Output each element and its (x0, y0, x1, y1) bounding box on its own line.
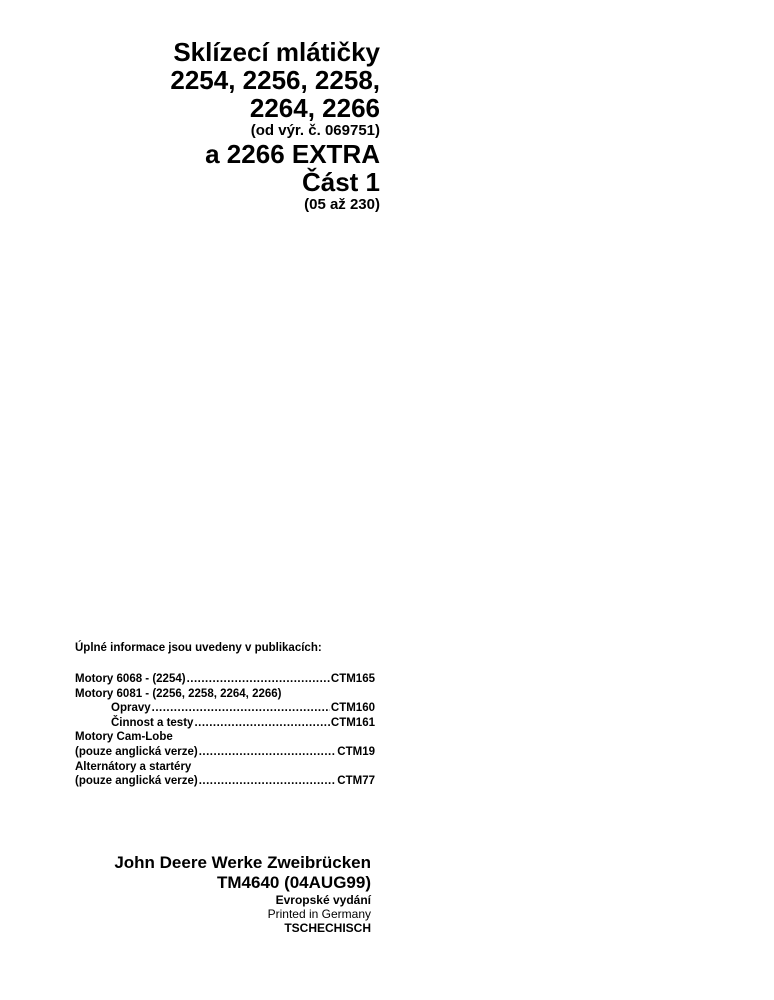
section-range: (05 až 230) (304, 196, 380, 213)
dot-leader (194, 716, 329, 731)
reference-code: CTM160 (330, 702, 375, 715)
language-label: TSCHECHISCH (284, 921, 371, 935)
reference-code: CTM19 (337, 745, 375, 758)
reference-item (75, 730, 375, 745)
manual-number: TM4640 (04AUG99) (216, 873, 371, 892)
reference-item (75, 716, 375, 731)
title-block (60, 38, 380, 214)
publication-references (75, 642, 375, 789)
reference-label: Motory 6081 - (2256, 2258, 2264, 2266) (75, 687, 282, 700)
model-list-line-2: 2264, 2266 (249, 93, 380, 123)
dot-leader (187, 672, 330, 687)
reference-item (75, 760, 375, 775)
reference-item (75, 745, 375, 760)
dot-leader (199, 774, 337, 789)
reference-item (75, 774, 375, 789)
document-title: Sklízecí mlátičky (173, 37, 380, 67)
model-list-line-1: 2254, 2256, 2258, (170, 65, 380, 95)
reference-code: CTM161 (330, 716, 375, 729)
reference-label: Motory 6068 - (2254) (75, 673, 186, 685)
printed-in-label: Printed in Germany (267, 907, 371, 921)
model-extra: a 2266 EXTRA (205, 139, 380, 169)
reference-item (75, 687, 375, 702)
reference-item (75, 701, 375, 716)
part-label: Část 1 (301, 167, 380, 197)
reference-label: Motory Cam-Lobe (75, 731, 173, 744)
references-heading: Úplné informace jsou uvedeny v publikacích: (75, 642, 322, 654)
reference-label: Opravy (111, 702, 151, 715)
reference-code: CTM77 (337, 775, 375, 788)
reference-label: (pouze anglická verze) (75, 745, 198, 758)
dot-leader (152, 701, 330, 716)
reference-item (75, 672, 375, 687)
reference-label: (pouze anglická verze) (75, 775, 198, 788)
company-name: John Deere Werke Zweibrücken (114, 853, 371, 872)
reference-label: Alternátory a startéry (75, 760, 192, 773)
publisher-block (60, 853, 371, 935)
serial-number-note: (od výr. č. 069751) (250, 122, 380, 139)
edition-label: Evropské vydání (275, 893, 371, 907)
reference-code: CTM165 (330, 673, 375, 685)
dot-leader (199, 745, 337, 760)
reference-label: Činnost a testy (111, 716, 194, 729)
